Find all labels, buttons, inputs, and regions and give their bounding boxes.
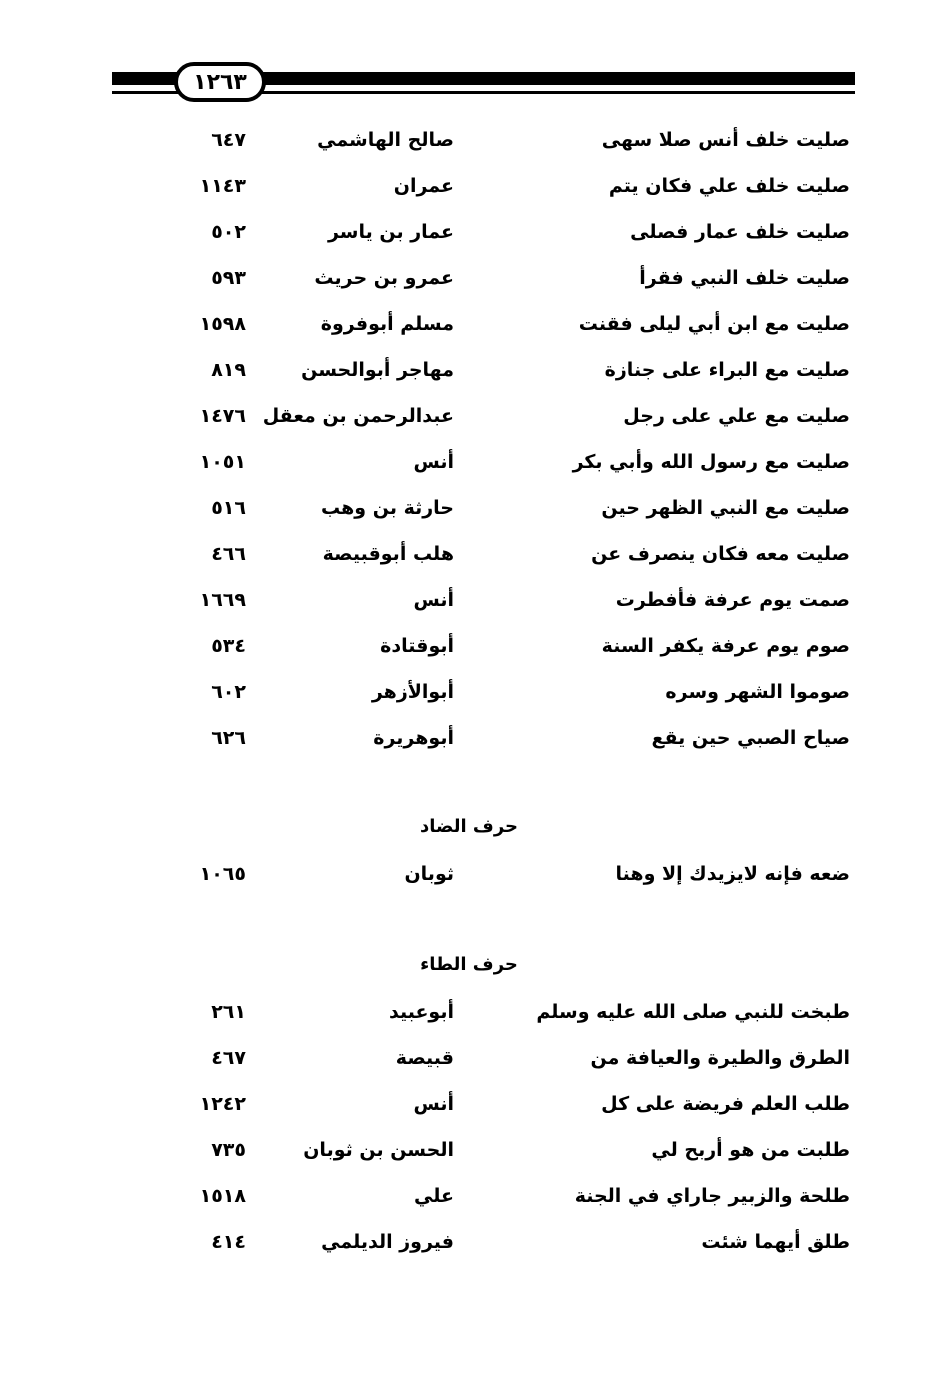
- page-reference: ١٢٤٢: [199, 1093, 246, 1115]
- narrator-name: فيروز الديلمي: [321, 1231, 454, 1253]
- index-row: [0, 852, 938, 896]
- hadith-incipit: صوم يوم عرفة يكفر السنة: [601, 635, 850, 657]
- page-reference: ١٦٦٩: [199, 589, 246, 611]
- hadith-incipit: صليت مع ابن أبي ليلى فقنت: [578, 313, 850, 335]
- hadith-incipit: صليت خلف علي فكان يتم: [608, 175, 850, 197]
- hadith-incipit: طلب العلم فريضة على كل: [601, 1093, 850, 1115]
- hadith-incipit: صليت خلف عمار فصلى: [630, 221, 850, 243]
- index-row: [0, 394, 938, 438]
- page-reference: ٥٣٤: [211, 635, 246, 657]
- index-row: [0, 302, 938, 346]
- narrator-name: أبوعبيد: [388, 1001, 454, 1023]
- page-reference: ٥٩٣: [211, 267, 246, 289]
- page-reference: ١١٤٣: [199, 175, 246, 197]
- page-reference: ٦٠٢: [211, 681, 246, 703]
- narrator-name: عمار بن ياسر: [327, 221, 454, 243]
- index-row: [0, 486, 938, 530]
- hadith-incipit: الطرق والطيرة والعيافة من: [590, 1047, 850, 1069]
- page-reference: ١٥١٨: [199, 1185, 246, 1207]
- page-reference: ١٠٥١: [199, 451, 246, 473]
- hadith-incipit: صياح الصبي حين يقع: [651, 727, 850, 749]
- hadith-incipit: ضعه فإنه لايزيدك إلا وهنا: [615, 863, 850, 885]
- page-reference: ٦٢٦: [211, 727, 246, 749]
- narrator-name: هلب أبوقبيصة: [322, 543, 454, 565]
- narrator-name: صالح الهاشمي: [317, 129, 454, 151]
- hadith-incipit: صوموا الشهر وسره: [665, 681, 850, 703]
- index-row: [0, 256, 938, 300]
- page-reference: ٨١٩: [211, 359, 246, 381]
- narrator-name: عمرو بن حريث: [314, 267, 454, 289]
- page-reference: ٤٦٧: [211, 1047, 246, 1069]
- index-row: [0, 624, 938, 668]
- hadith-incipit: طلحة والزبير جاراي في الجنة: [574, 1185, 850, 1207]
- hadith-incipit: صليت معه فكان ينصرف عن: [591, 543, 850, 565]
- page-reference: ١٤٧٦: [199, 405, 246, 427]
- narrator-name: الحسن بن ثوبان: [303, 1139, 454, 1161]
- page-reference: ٥٠٢: [211, 221, 246, 243]
- page-reference: ٥١٦: [211, 497, 246, 519]
- hadith-incipit: صمت يوم عرفة فأفطرت: [615, 589, 850, 611]
- narrator-name: مهاجر أبوالحسن: [301, 359, 454, 381]
- index-row: [0, 440, 938, 484]
- hadith-incipit: صليت مع رسول الله وأبي بكر: [572, 451, 850, 473]
- page-reference: ١٠٦٥: [199, 863, 246, 885]
- index-row: [0, 1128, 938, 1172]
- section-heading-ta: حرف الطاء: [420, 954, 518, 975]
- narrator-name: أنس: [413, 589, 454, 611]
- page-reference: ١٥٩٨: [199, 313, 246, 335]
- index-row: [0, 1174, 938, 1218]
- index-row: [0, 1036, 938, 1080]
- narrator-name: أنس: [413, 451, 454, 473]
- hadith-incipit: طلبت من هو أربح لي: [651, 1139, 850, 1161]
- narrator-name: أنس: [413, 1093, 454, 1115]
- narrator-name: عبدالرحمن بن معقل: [262, 405, 454, 427]
- index-row: [0, 1220, 938, 1264]
- narrator-name: مسلم أبوفروة: [320, 313, 454, 335]
- index-row: [0, 118, 938, 162]
- hadith-incipit: طلق أيهما شئت: [701, 1231, 850, 1253]
- narrator-name: حارثة بن وهب: [321, 497, 454, 519]
- index-row: [0, 670, 938, 714]
- index-row: [0, 716, 938, 760]
- page-reference: ٢٦١: [211, 1001, 246, 1023]
- page-reference: ٧٣٥: [211, 1139, 246, 1161]
- index-row: [0, 1082, 938, 1126]
- hadith-incipit: صليت خلف النبي فقرأ: [639, 267, 850, 289]
- page-reference: ٤١٤: [211, 1231, 246, 1253]
- page-reference: ٤٦٦: [211, 543, 246, 565]
- narrator-name: قبيصة: [395, 1047, 454, 1069]
- narrator-name: ثوبان: [404, 863, 454, 885]
- page-header: [112, 62, 855, 118]
- hadith-incipit: صليت مع البراء على جنازة: [604, 359, 850, 381]
- index-row: [0, 210, 938, 254]
- hadith-incipit: صليت مع النبي الظهر حين: [601, 497, 850, 519]
- index-row: [0, 348, 938, 392]
- narrator-name: أبوالأزهر: [371, 681, 454, 703]
- hadith-incipit: صليت مع علي على رجل: [623, 405, 850, 427]
- hadith-incipit: صليت خلف أنس صلا سهى: [601, 129, 850, 151]
- section-heading-dad: حرف الضاد: [419, 816, 518, 837]
- index-row: [0, 164, 938, 208]
- narrator-name: عمران: [393, 175, 454, 197]
- page-number: ١٢٦٣: [174, 62, 266, 102]
- index-row: [0, 532, 938, 576]
- page-reference: ٦٤٧: [211, 129, 246, 151]
- index-row: [0, 990, 938, 1034]
- index-row: [0, 578, 938, 622]
- narrator-name: علي: [414, 1185, 454, 1207]
- narrator-name: أبوقتادة: [380, 635, 454, 657]
- narrator-name: أبوهريرة: [373, 727, 454, 749]
- hadith-incipit: طبخت للنبي صلى الله عليه وسلم: [536, 1001, 850, 1023]
